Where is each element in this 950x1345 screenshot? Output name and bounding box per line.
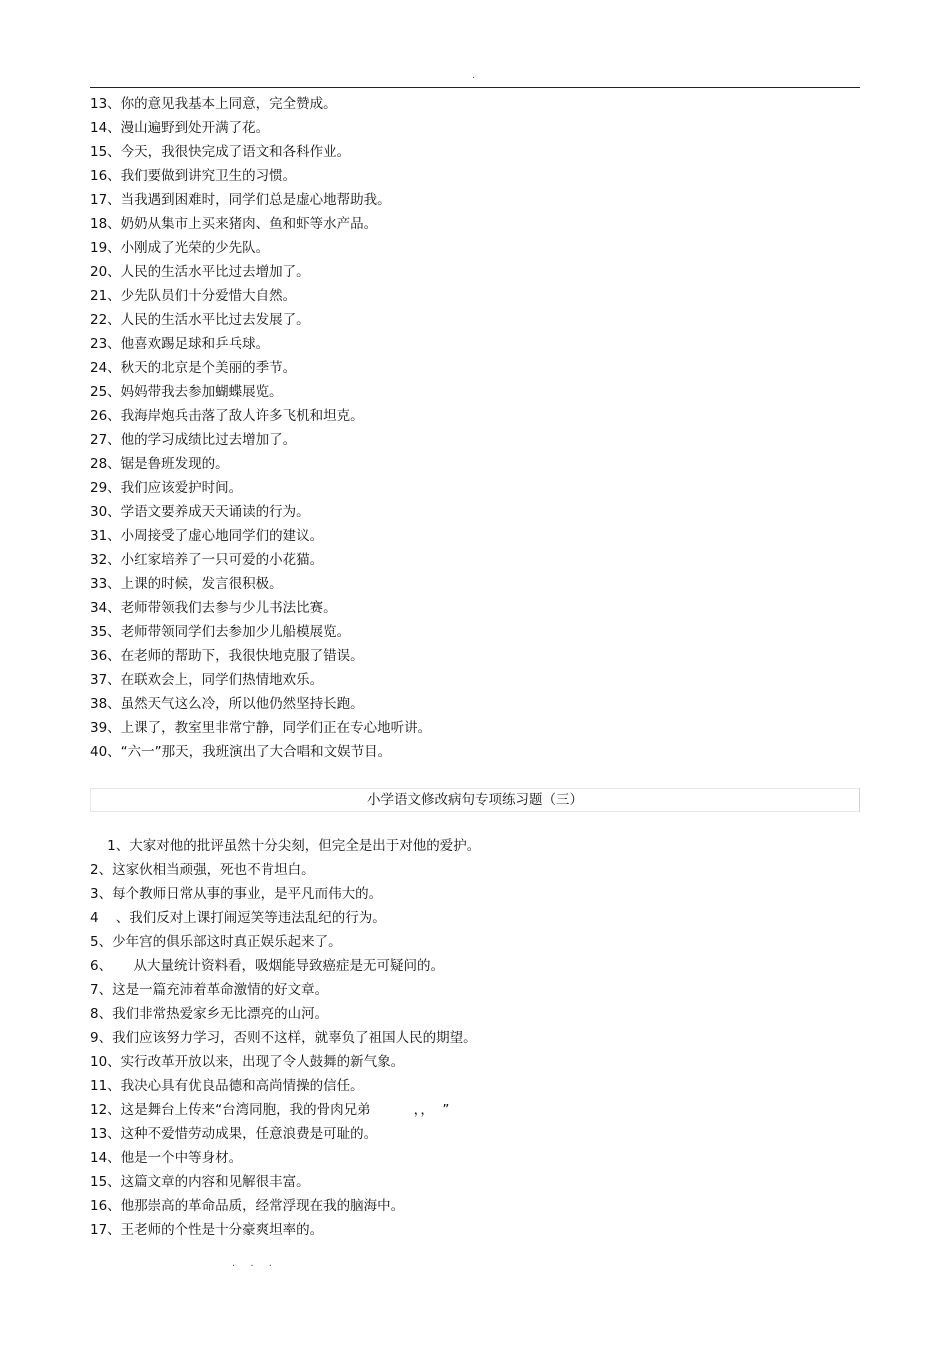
sentence-list-part-3 xyxy=(90,834,480,1242)
section-title: 小学语文修改病句专项练习题（三） xyxy=(367,792,583,808)
sentence-item: 36、在老师的帮助下，我很快地克服了错误。 xyxy=(90,648,364,664)
sentence-item: 14、他是一个中等身材。 xyxy=(90,1150,243,1166)
sentence-item: 20、人民的生活水平比过去增加了。 xyxy=(90,264,310,280)
sentence-item: 22、人民的生活水平比过去发展了。 xyxy=(90,312,310,328)
sentence-item: 11、我决心具有优良品德和高尚情操的信任。 xyxy=(90,1078,364,1094)
sentence-item: 15、这篇文章的内容和见解很丰富。 xyxy=(90,1174,310,1190)
sentence-item: 8、我们非常热爱家乡无比漂亮的山河。 xyxy=(90,1006,329,1022)
sentence-item: 2、这家伙相当顽强，死也不肯坦白。 xyxy=(90,862,315,878)
sentence-item: 16、他那崇高的革命品质，经常浮现在我的脑海中。 xyxy=(90,1198,405,1214)
sentence-item: 28、锯是鲁班发现的。 xyxy=(90,456,229,472)
sentence-item: 6、 从大量统计资料看，吸烟能导致癌症是无可疑问的。 xyxy=(90,958,445,974)
sentence-item: 10、实行改革开放以来，出现了令人鼓舞的新气象。 xyxy=(90,1054,405,1070)
sentence-item: 14、漫山遍野到处开满了花。 xyxy=(90,120,270,136)
sentence-item: 1、大家对他的批评虽然十分尖刻，但完全是出于对他的爱护。 xyxy=(90,838,481,854)
sentence-item: 12、这是舞台上传来“台湾同胞，我的骨肉兄弟 ，， ” xyxy=(90,1102,450,1118)
sentence-item: 30、学语文要养成天天诵读的行为。 xyxy=(90,504,310,520)
sentence-item: 27、他的学习成绩比过去增加了。 xyxy=(90,432,297,448)
sentence-item: 16、我们要做到讲究卫生的习惯。 xyxy=(90,168,297,184)
sentence-item: 17、王老师的个性是十分豪爽坦率的。 xyxy=(90,1222,324,1238)
sentence-item: 13、你的意见我基本上同意，完全赞成。 xyxy=(90,96,337,112)
footer-marks: . . . xyxy=(232,1258,278,1269)
sentence-item: 29、我们应该爱护时间。 xyxy=(90,480,243,496)
sentence-item: 21、少先队员们十分爱惜大自然。 xyxy=(90,288,297,304)
sentence-item: 23、他喜欢踢足球和乒乓球。 xyxy=(90,336,270,352)
sentence-item: 5、少年宫的俱乐部这时真正娱乐起来了。 xyxy=(90,934,342,950)
sentence-list-part-2 xyxy=(90,92,431,764)
sentence-item: 19、小刚成了光荣的少先队。 xyxy=(90,240,270,256)
sentence-item: 17、当我遇到困难时，同学们总是虚心地帮助我。 xyxy=(90,192,391,208)
sentence-item: 18、奶奶从集市上买来猪肉、鱼和虾等水产品。 xyxy=(90,216,378,232)
header-rule xyxy=(90,87,860,88)
sentence-item: 33、上课的时候，发言很积极。 xyxy=(90,576,283,592)
sentence-item: 40、“六一”那天，我班演出了大合唱和文娱节目。 xyxy=(90,744,392,760)
sentence-item: 13、这种不爱惜劳动成果，任意浪费是可耻的。 xyxy=(90,1126,378,1142)
sentence-item: 34、老师带领我们去参与少儿书法比赛。 xyxy=(90,600,337,616)
sentence-item: 31、小周接受了虚心地同学们的建议。 xyxy=(90,528,324,544)
sentence-item: 3、每个教师日常从事的事业，是平凡而伟大的。 xyxy=(90,886,383,902)
sentence-item: 35、老师带领同学们去参加少儿船模展览。 xyxy=(90,624,351,640)
sentence-item: 38、虽然天气这么冷，所以他仍然坚持长跑。 xyxy=(90,696,364,712)
header-mark: . xyxy=(472,70,476,81)
sentence-item: 25、妈妈带我去参加蝴蝶展览。 xyxy=(90,384,283,400)
sentence-item: 9、我们应该努力学习，否则不这样，就辜负了祖国人民的期望。 xyxy=(90,1030,477,1046)
sentence-item: 26、我海岸炮兵击落了敌人许多飞机和坦克。 xyxy=(90,408,364,424)
sentence-item: 24、秋天的北京是个美丽的季节。 xyxy=(90,360,297,376)
sentence-item: 37、在联欢会上，同学们热情地欢乐。 xyxy=(90,672,324,688)
sentence-item: 32、小红家培养了一只可爱的小花猫。 xyxy=(90,552,324,568)
sentence-item: 39、上课了，教室里非常宁静，同学们正在专心地听讲。 xyxy=(90,720,432,736)
sentence-item: 4 、我们反对上课打闹逗笑等违法乱纪的行为。 xyxy=(90,910,386,926)
section-title-box xyxy=(90,788,860,812)
sentence-item: 15、今天，我很快完成了语文和各科作业。 xyxy=(90,144,351,160)
sentence-item: 7、这是一篇充沛着革命激情的好文章。 xyxy=(90,982,329,998)
